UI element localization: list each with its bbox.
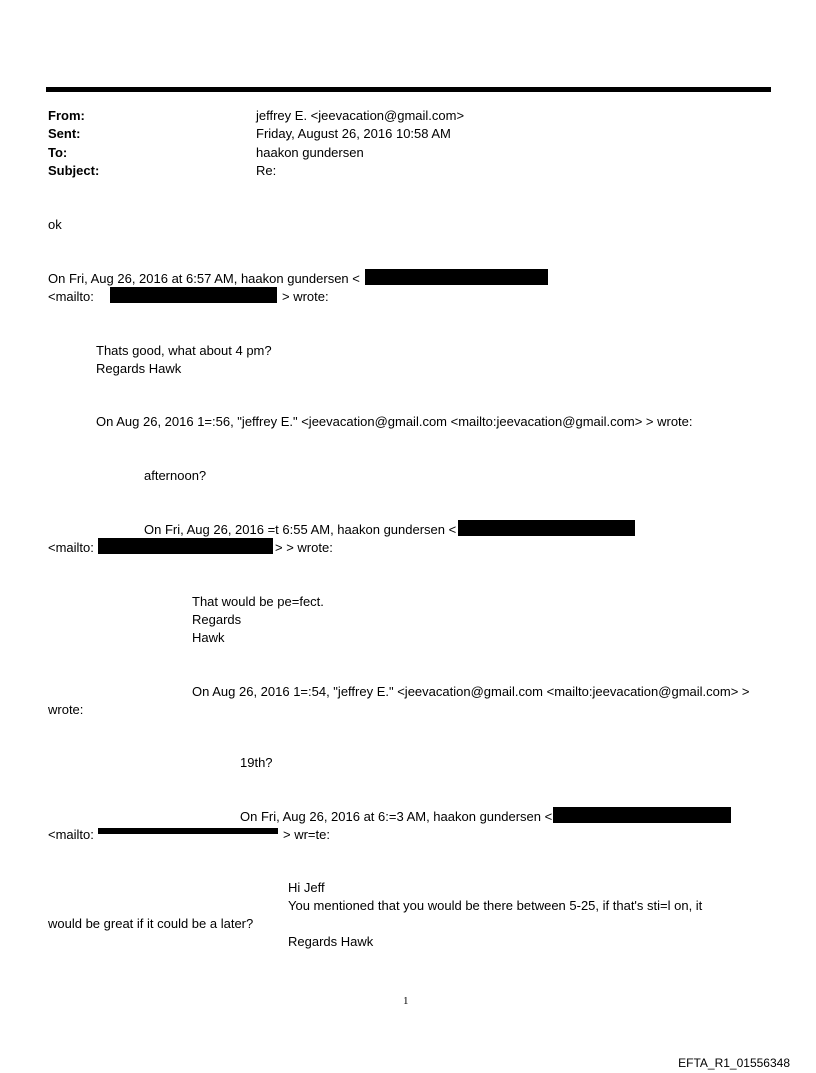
quote3-message-line: Regards <box>192 612 242 627</box>
from-value: jeffrey E. <jeevacation@gmail.com> <box>256 108 465 123</box>
page-number: 1 <box>403 995 409 1007</box>
quote2-header: On Aug 26, 2016 1=:56, "jeffrey E." <jeevacation@gmail.com <mailto:jeevacation@gmail.com> > wrote: <box>96 414 693 429</box>
bates-number: EFTA_R1_01556348 <box>678 1056 790 1070</box>
redaction-bar <box>98 538 273 554</box>
quote1-message-line: Thats good, what about 4 pm? <box>96 343 272 358</box>
to-value: haakon gundersen <box>256 145 364 160</box>
redaction-bar <box>458 520 635 536</box>
subject-label: Subject: <box>48 163 100 178</box>
quote1-mailto: <mailto: <box>48 289 94 304</box>
subject-value: Re: <box>256 163 277 178</box>
redaction-bar <box>98 828 278 834</box>
quote1-message-line: Regards Hawk <box>96 361 182 376</box>
quote4-message-line: 19th? <box>240 755 273 770</box>
quote3-mailto: <mailto: <box>48 540 94 555</box>
quote5-wrote: > wr=te: <box>283 827 330 842</box>
quote3-message-line: That would be pe=fect. <box>192 594 324 609</box>
quote3-wrote: > > wrote: <box>275 540 333 555</box>
quote5-message-line: Hi Jeff <box>288 880 325 895</box>
redaction-bar <box>365 269 548 285</box>
quote3-header: On Fri, Aug 26, 2016 =t 6:55 AM, haakon gundersen < <box>144 522 457 537</box>
quote5-message-line: would be great if it could be a later? <box>48 916 254 931</box>
sent-value: Friday, August 26, 2016 10:58 AM <box>256 126 451 141</box>
quote5-header: On Fri, Aug 26, 2016 at 6:=3 AM, haakon gundersen < <box>240 809 553 824</box>
quote2-message-line: afternoon? <box>144 468 207 483</box>
quote1-wrote: > wrote: <box>282 289 329 304</box>
redaction-bar <box>553 807 731 823</box>
reply-text: ok <box>48 217 62 232</box>
quote4-header: On Aug 26, 2016 1=:54, "jeffrey E." <jeevacation@gmail.com <mailto:jeevacation@gmail.com> > <box>192 684 750 699</box>
to-label: To: <box>48 145 68 160</box>
header-rule <box>46 87 771 92</box>
quote3-message-line: Hawk <box>192 630 225 645</box>
quote5-message-line: You mentioned that you would be there between 5-25, if that's sti=l on, it <box>288 898 703 913</box>
quote1-header: On Fri, Aug 26, 2016 at 6:57 AM, haakon gundersen < <box>48 271 360 286</box>
sent-label: Sent: <box>48 126 81 141</box>
quote5-message-line: Regards Hawk <box>288 934 374 949</box>
from-label: From: <box>48 108 85 123</box>
redaction-bar <box>110 287 277 303</box>
quote5-mailto: <mailto: <box>48 827 94 842</box>
quote4-header-wrap: wrote: <box>48 702 84 717</box>
